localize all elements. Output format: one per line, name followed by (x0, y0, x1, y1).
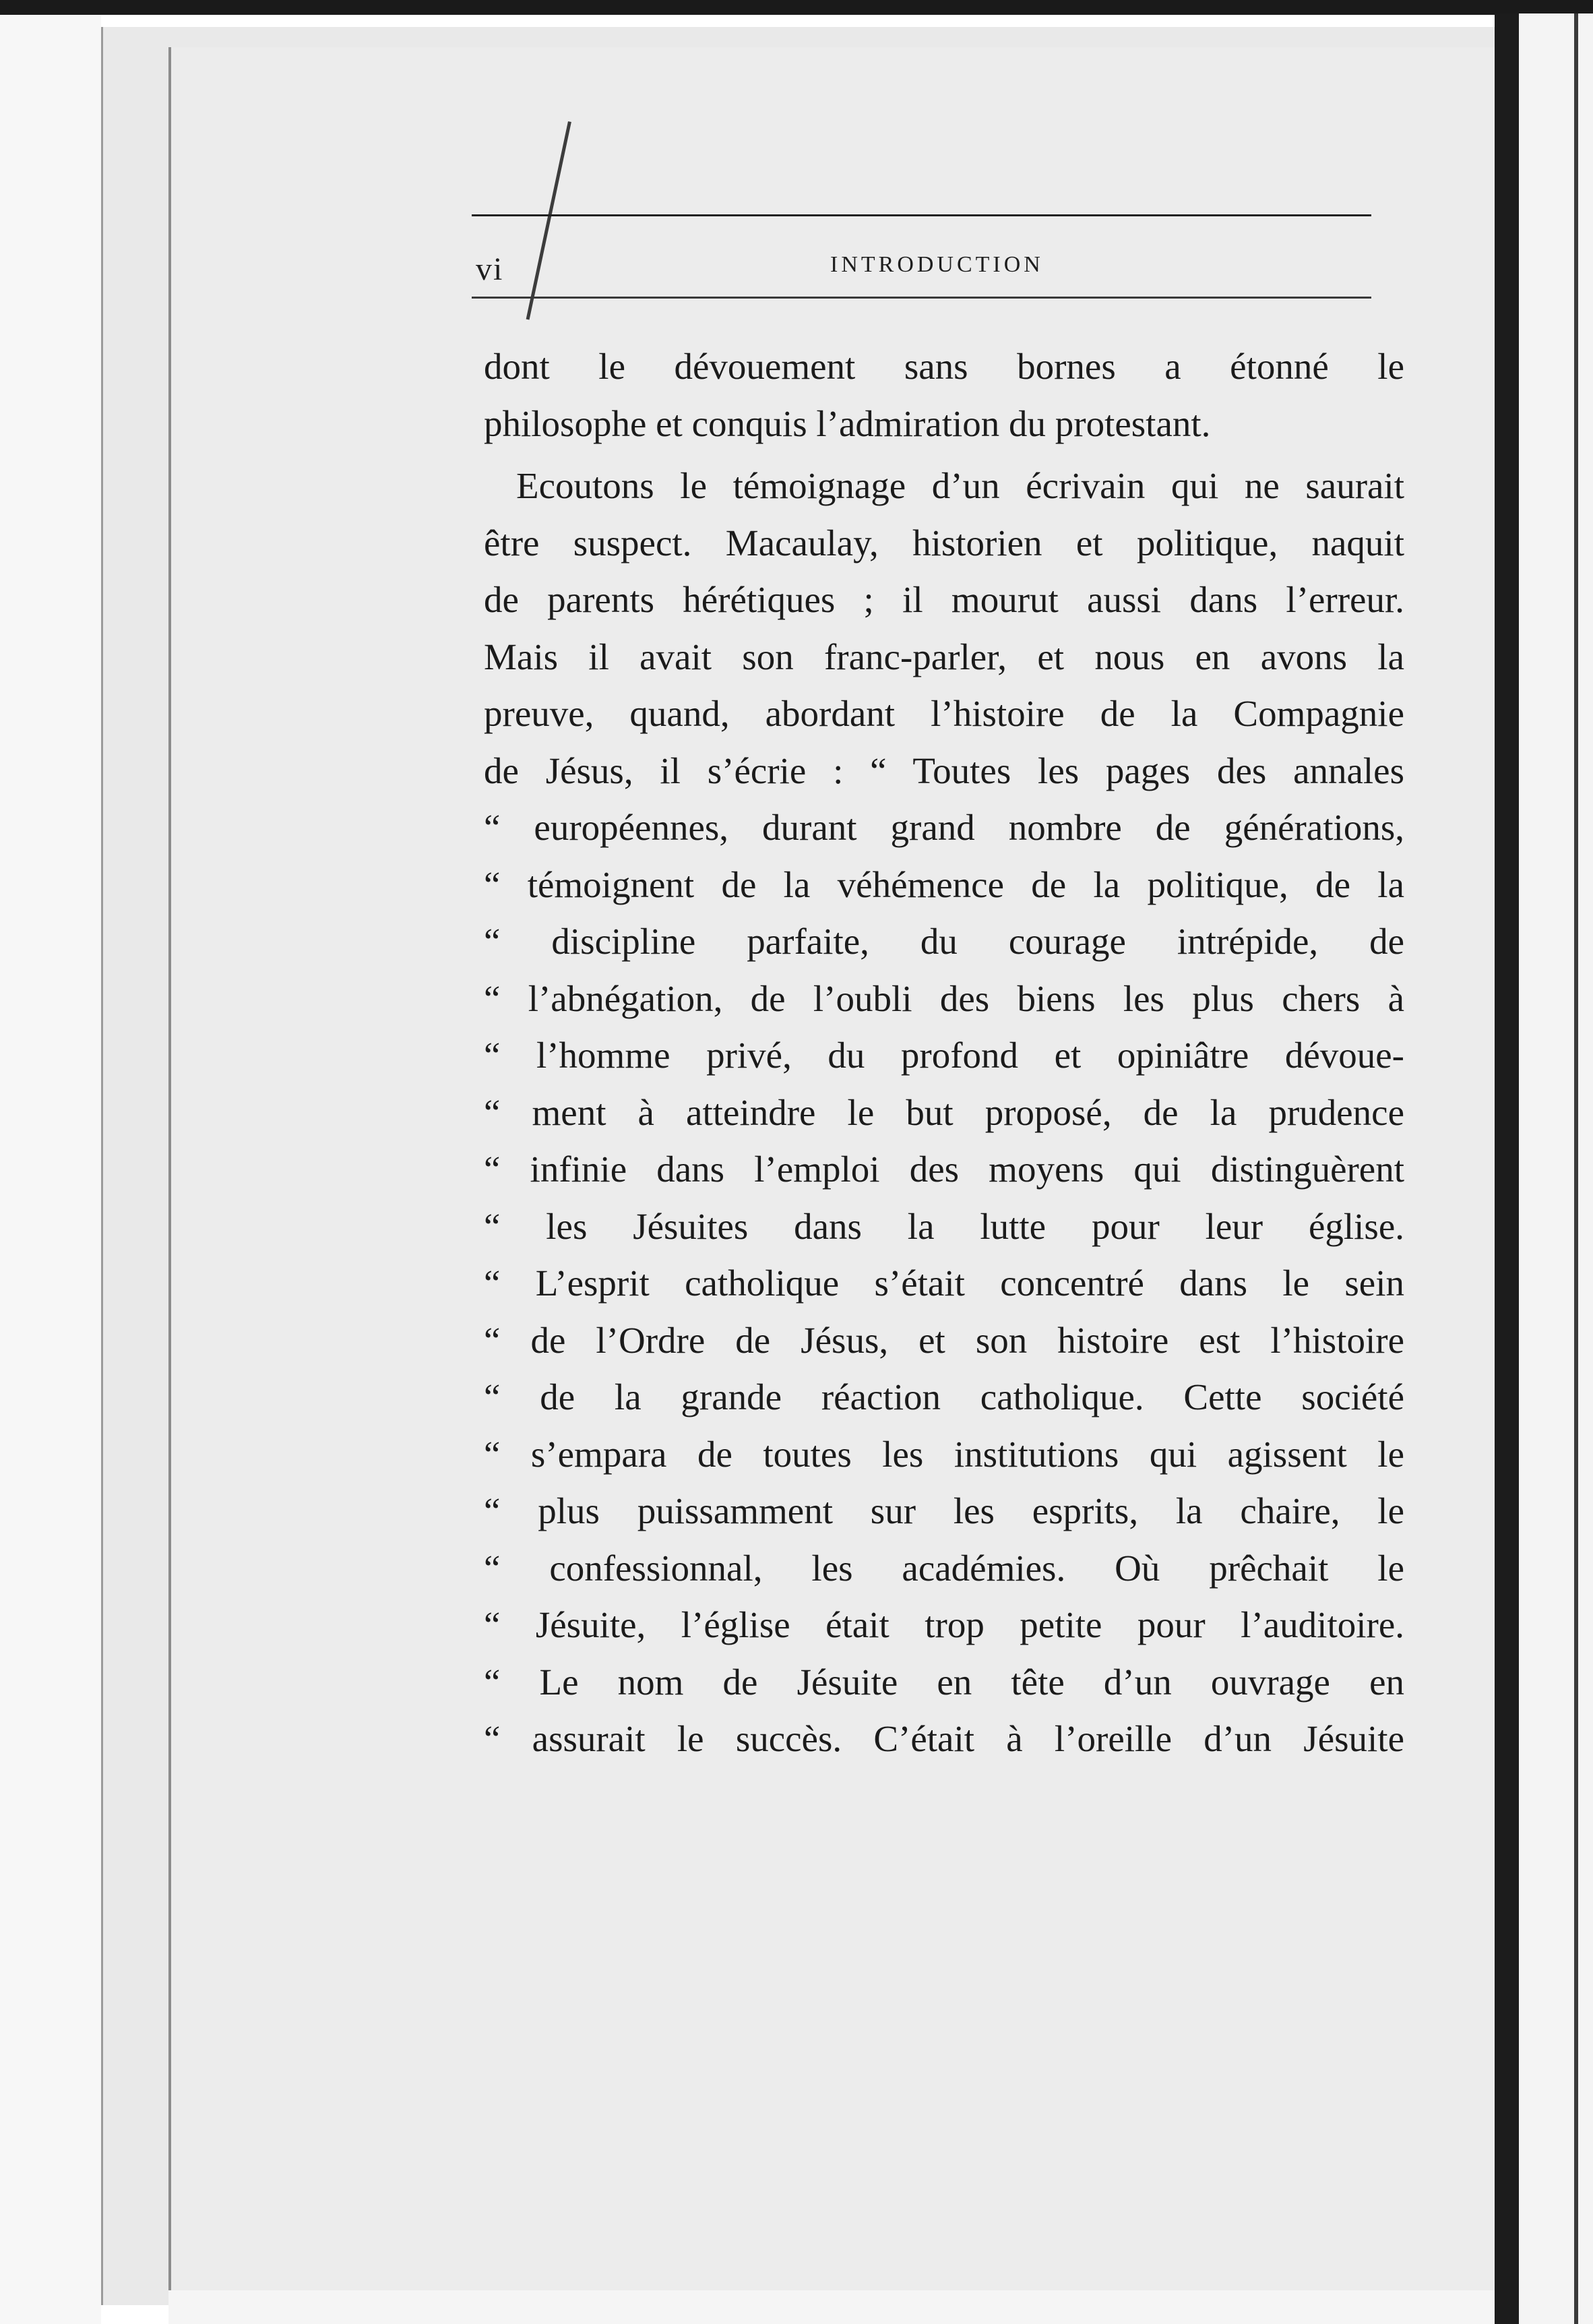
text-line: “ infinie dans l’emploi des moyens qui distinguèrent (484, 1149, 1404, 1190)
text-line: “ de l’Ordre de Jésus, et son histoire est l’histoire (484, 1319, 1404, 1361)
text-line: “ les Jésuites dans la lutte pour leur église. (484, 1205, 1404, 1247)
scan-top-border (0, 0, 1593, 15)
text-line: “ s’empara de toutes les institutions qui agissent le (484, 1433, 1404, 1475)
scan-bottom-margin (168, 2290, 1495, 2324)
text-line: preuve, quand, abordant l’histoire de la Compagnie (484, 693, 1404, 734)
scan-left-margin (0, 15, 101, 2324)
text-line: “ l’homme privé, du profond et opiniâtre dévoue- (484, 1035, 1404, 1076)
scan-right-border (1495, 13, 1519, 2324)
running-title: INTRODUCTION (830, 252, 1044, 277)
text-line: “ confessionnal, les académies. Où prêchait le (484, 1547, 1404, 1589)
text-line: “ témoignent de la véhémence de la politique, de la (484, 863, 1404, 905)
paragraph-gap (484, 452, 1404, 458)
text-line: “ européennes, durant grand nombre de générations, (484, 807, 1404, 848)
scan-right-margin (1519, 13, 1593, 2324)
text-line: philosophe et conquis l’admiration du protestant. (484, 402, 1211, 444)
text-line: de Jésus, il s’écrie : “ Toutes les pages des annales (484, 750, 1404, 791)
text-line: de parents hérétiques ; il mourut aussi dans l’erreur. (484, 579, 1404, 620)
header-rule-bottom (472, 297, 1371, 299)
page-number: vi (476, 251, 504, 287)
text-line: être suspect. Macaulay, historien et politique, naquit (484, 522, 1404, 563)
text-line: “ ment à atteindre le but proposé, de la prudence (484, 1091, 1404, 1133)
text-line: Mais il avait son franc-parler, et nous en avons la (484, 636, 1404, 677)
text-line: “ L’esprit catholique s’était concentré dans le sein (484, 1262, 1404, 1304)
paragraph (484, 458, 1404, 1768)
text-line: “ discipline parfaite, du courage intrépide, de (484, 921, 1404, 962)
text-line: “ assurait le succès. C’était à l’oreille d’un Jésuite (484, 1718, 1404, 1759)
paragraph (484, 338, 1404, 452)
header-rule-top (472, 214, 1371, 216)
body-text (484, 338, 1404, 1768)
text-line: “ plus puissamment sur les esprits, la chaire, le (484, 1490, 1404, 1531)
scan-right-edge-line (1574, 13, 1578, 2324)
text-line: “ Jésuite, l’église était trop petite pour l’auditoire. (484, 1604, 1404, 1645)
text-line: dont le dévouement sans bornes a étonné le (484, 346, 1404, 387)
text-line: “ de la grande réaction catholique. Cette société (484, 1376, 1404, 1417)
text-line: Ecoutons le témoignage d’un écrivain qui ne saurait (516, 465, 1404, 506)
text-line: “ Le nom de Jésuite en tête d’un ouvrage en (484, 1661, 1404, 1703)
text-line: “ l’abnégation, de l’oubli des biens les plus chers à (484, 977, 1404, 1019)
